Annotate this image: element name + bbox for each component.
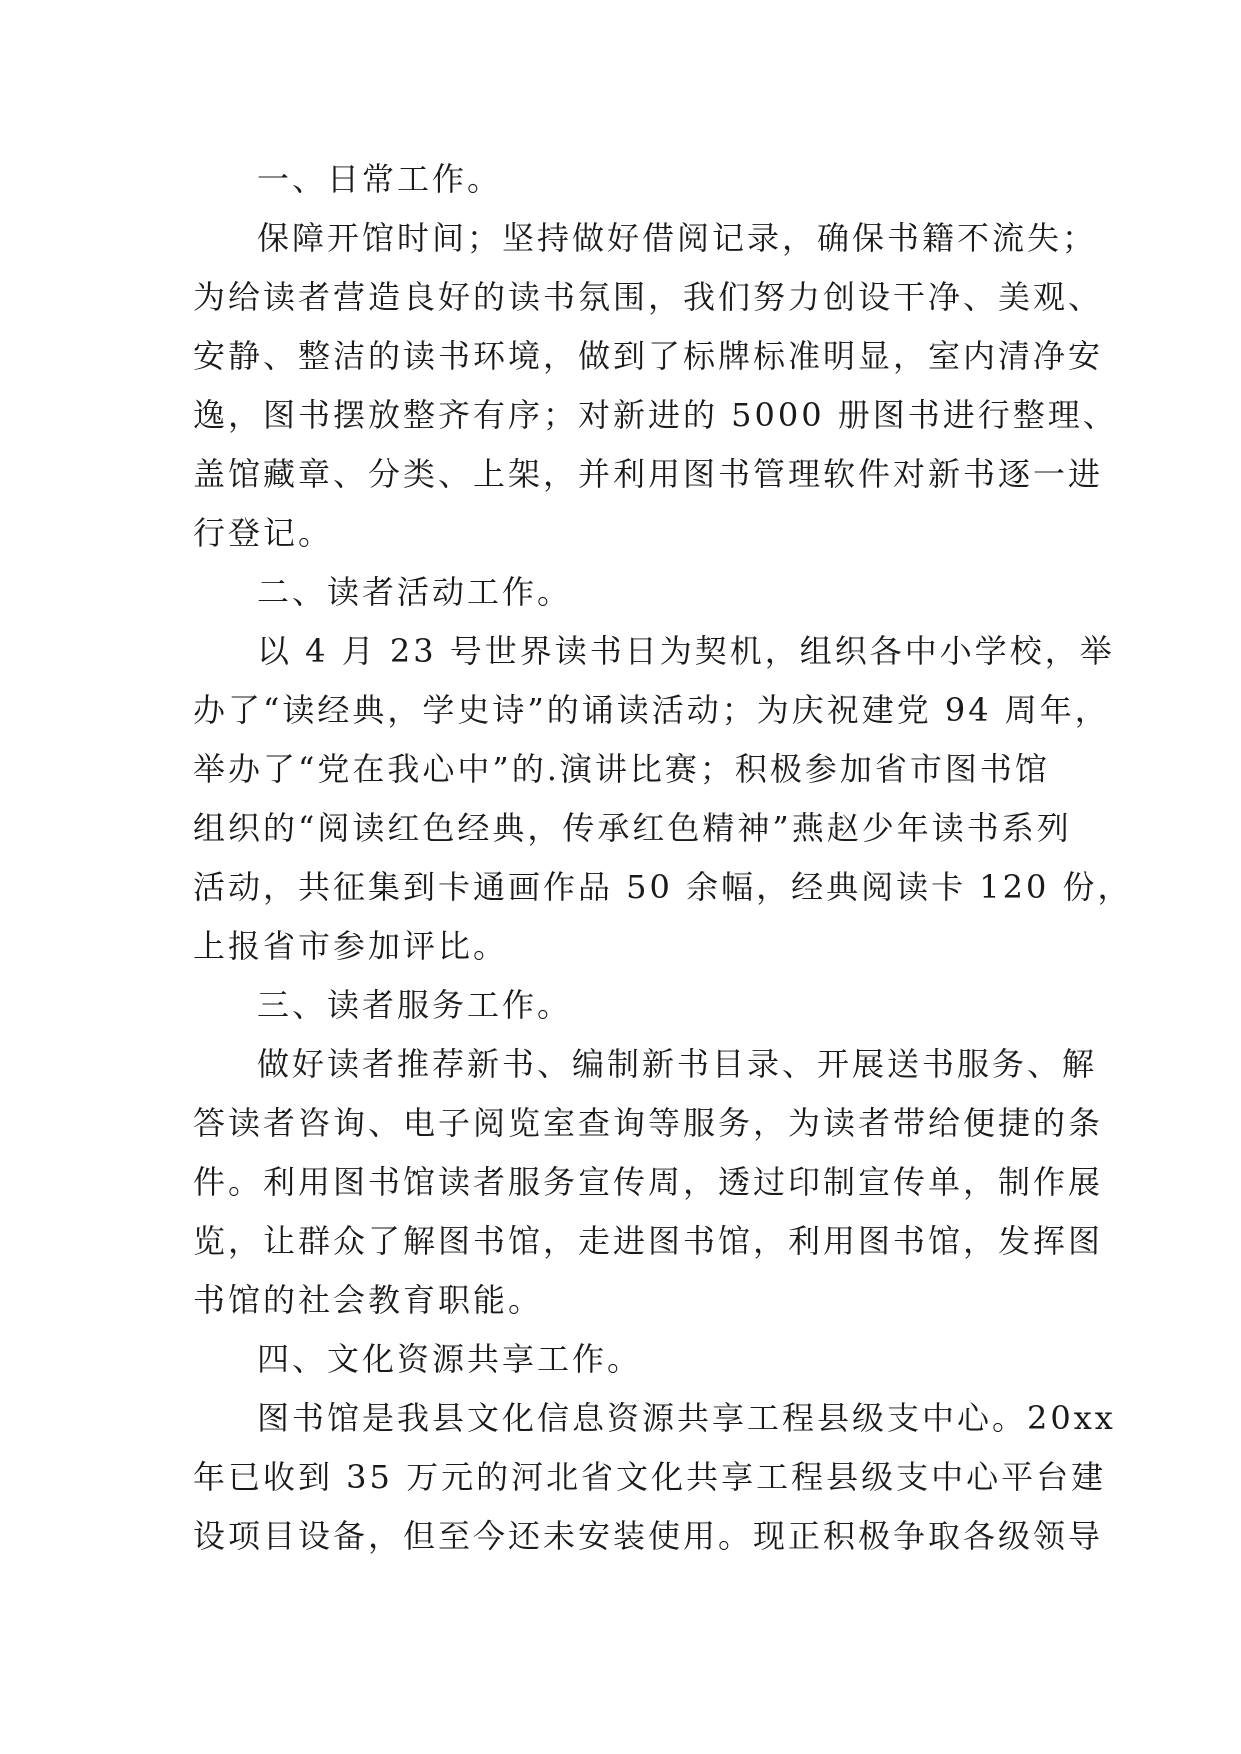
paragraph-line: 盖馆藏章、分类、上架，并利用图书管理软件对新书逐一进 xyxy=(193,455,1104,493)
paragraph-line: 办了“读经典，学史诗”的诵读活动；为庆祝建党 94 周年， xyxy=(193,691,1110,729)
section-heading-daily-work: 一、日常工作。 xyxy=(257,160,503,198)
paragraph-line: 年已收到 35 万元的河北省文化共享工程县级支中心平台建 xyxy=(193,1458,1107,1496)
paragraph-line: 以 4 月 23 号世界读书日为契机，组织各中小学校，举 xyxy=(257,632,1115,670)
document-body xyxy=(193,150,1133,1566)
paragraph-line: 上报省市参加评比。 xyxy=(193,927,509,965)
paragraph-line: 答读者咨询、电子阅览室查询等服务，为读者带给便捷的条 xyxy=(193,1104,1104,1142)
paragraph-line: 安静、整洁的读书环境，做到了标牌标准明显，室内清净安 xyxy=(193,337,1104,375)
paragraph-line: 览，让群众了解图书馆，走进图书馆，利用图书馆，发挥图 xyxy=(193,1222,1104,1260)
section-heading-resource-sharing: 四、文化资源共享工作。 xyxy=(257,1340,643,1378)
section-heading-reader-activities: 二、读者活动工作。 xyxy=(257,573,573,611)
paragraph-line: 行登记。 xyxy=(193,514,334,552)
section-heading-reader-services: 三、读者服务工作。 xyxy=(257,986,573,1024)
paragraph-line: 活动，共征集到卡通画作品 50 余幅，经典阅读卡 120 份， xyxy=(193,868,1133,906)
paragraph-line: 组织的“阅读红色经典，传承红色精神”燕赵少年读书系列 xyxy=(193,809,1072,847)
paragraph-line: 举办了“党在我心中”的.演讲比赛；积极参加省市图书馆 xyxy=(193,750,1050,788)
paragraph-line: 做好读者推荐新书、编制新书目录、开展送书服务、解 xyxy=(257,1045,1098,1083)
paragraph-line: 逸，图书摆放整齐有序；对新进的 5000 册图书进行整理、 xyxy=(193,396,1118,434)
paragraph-line: 设项目设备，但至今还未安装使用。现正积极争取各级领导 xyxy=(193,1517,1104,1555)
paragraph-line: 图书馆是我县文化信息资源共享工程县级支中心。20xx xyxy=(257,1399,1116,1437)
paragraph-line: 为给读者营造良好的读书氛围，我们努力创设干净、美观、 xyxy=(193,278,1104,316)
paragraph-line: 书馆的社会教育职能。 xyxy=(193,1281,544,1319)
paragraph-line: 件。利用图书馆读者服务宣传周，透过印制宣传单，制作展 xyxy=(193,1163,1104,1201)
paragraph-line: 保障开馆时间；坚持做好借阅记录，确保书籍不流失； xyxy=(257,219,1098,257)
